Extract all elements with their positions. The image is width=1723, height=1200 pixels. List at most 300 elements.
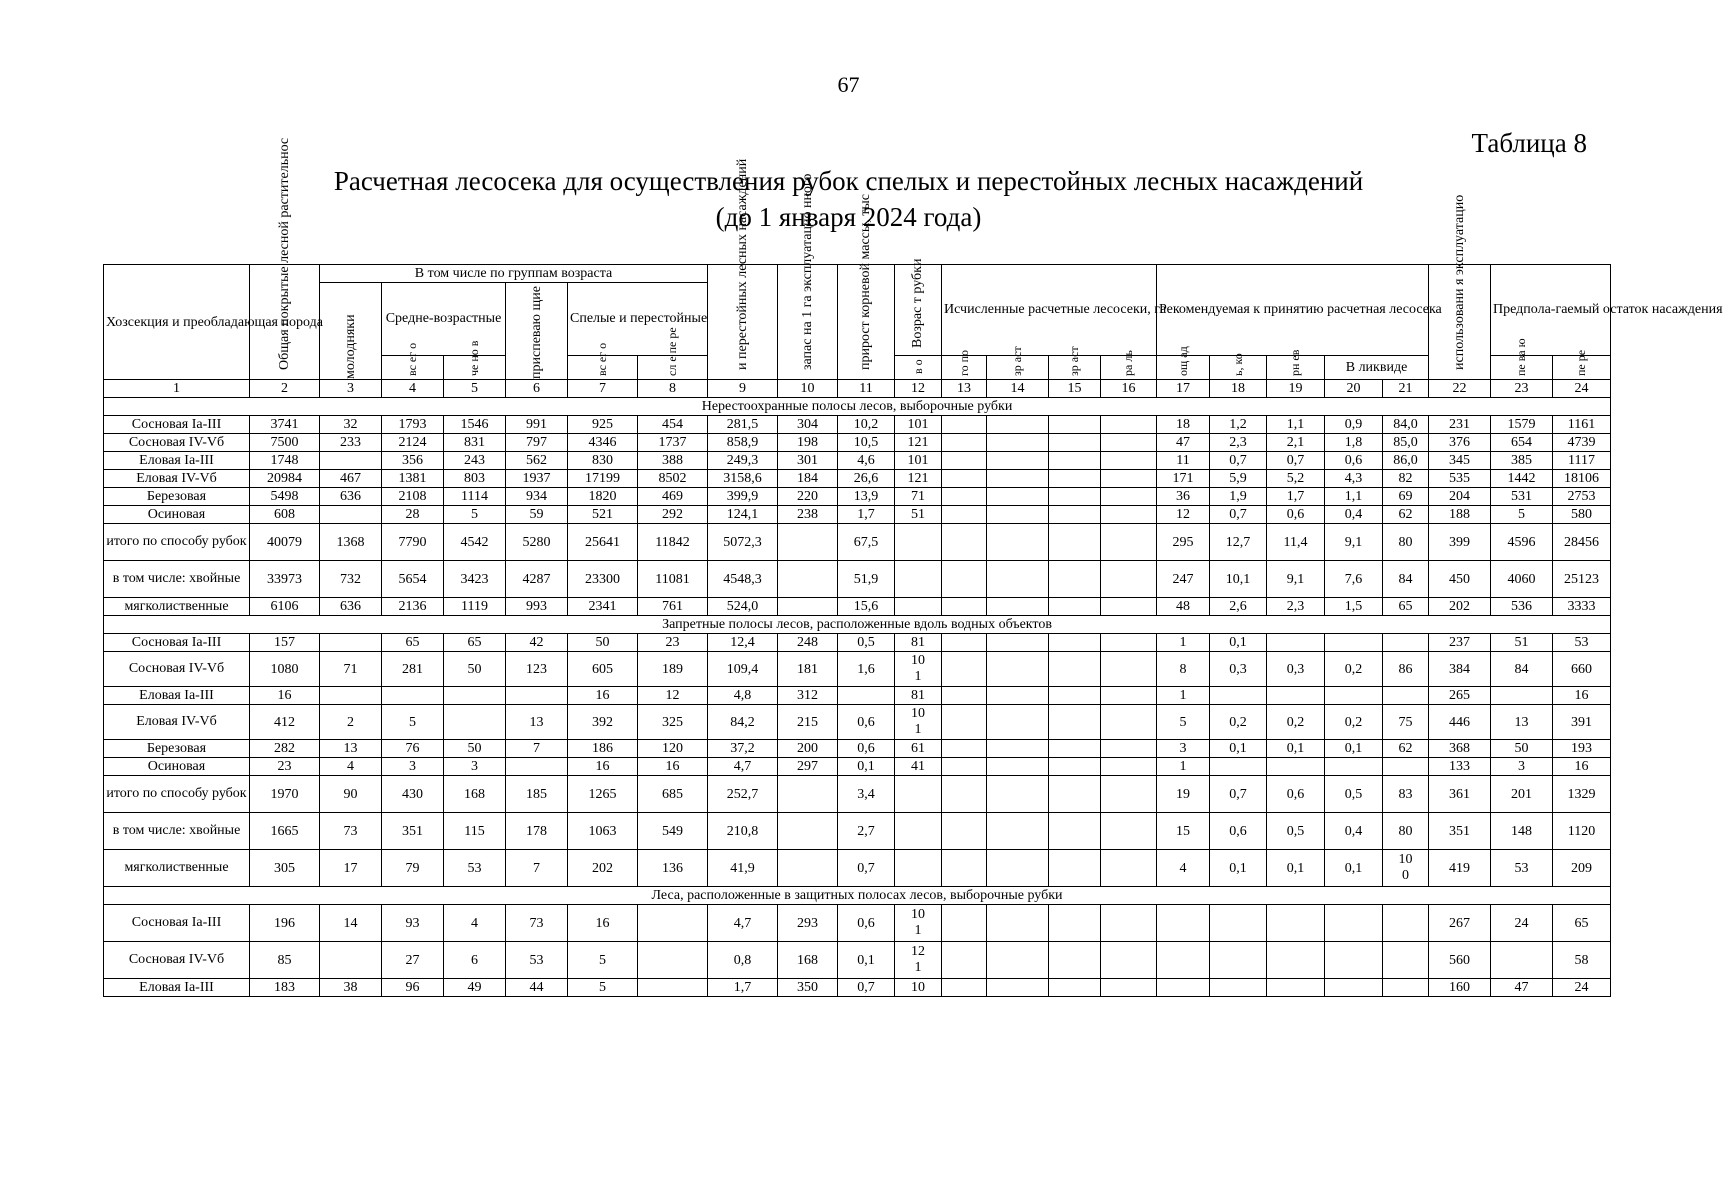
table-cell	[1101, 470, 1157, 488]
table-cell: 0,4	[1325, 506, 1383, 524]
table-cell: 9,1	[1267, 561, 1325, 598]
column-number: 13	[942, 380, 987, 398]
table-cell: 5072,3	[708, 524, 778, 561]
table-cell: 5,2	[1267, 470, 1325, 488]
table-cell: 84	[1491, 652, 1553, 687]
table-cell: 3	[444, 758, 506, 776]
table-cell: 5280	[506, 524, 568, 561]
table-cell: 220	[778, 488, 838, 506]
table-cell: 81	[895, 634, 942, 652]
table-cell	[444, 705, 506, 740]
column-number: 16	[1101, 380, 1157, 398]
table-cell	[987, 488, 1049, 506]
row-label: Сосновая IV-Vб	[104, 942, 250, 979]
table-cell: 50	[444, 652, 506, 687]
table-cell: 10 1	[895, 652, 942, 687]
table-cell: 831	[444, 434, 506, 452]
table-cell: 0,6	[838, 905, 895, 942]
table-cell: 11842	[638, 524, 708, 561]
header-sub-18: ь, ко	[1210, 355, 1267, 379]
table-cell: 93	[382, 905, 444, 942]
table-cell: 115	[444, 813, 506, 850]
table-row	[104, 942, 1611, 979]
row-label: итого по способу рубок	[104, 776, 250, 813]
table-cell	[1101, 506, 1157, 524]
table-cell: 202	[568, 850, 638, 887]
table-cell: 391	[1553, 705, 1611, 740]
table-cell: 53	[1491, 850, 1553, 887]
table-cell: 0,6	[838, 705, 895, 740]
table-cell: 1	[1157, 634, 1210, 652]
column-number: 20	[1325, 380, 1383, 398]
table-cell	[1267, 905, 1325, 942]
table-cell	[638, 942, 708, 979]
table-row	[104, 506, 1611, 524]
table-cell: 2753	[1553, 488, 1611, 506]
table-cell: 148	[1491, 813, 1553, 850]
table-cell: 24	[1553, 979, 1611, 997]
table-cell: 385	[1491, 452, 1553, 470]
table-cell	[1101, 488, 1157, 506]
table-cell: 521	[568, 506, 638, 524]
table-cell: 65	[382, 634, 444, 652]
table-cell: 803	[444, 470, 506, 488]
table-cell	[778, 598, 838, 616]
table-cell: 50	[1491, 740, 1553, 758]
table-cell: 293	[778, 905, 838, 942]
table-cell	[1383, 942, 1429, 979]
table-cell: 1,8	[1325, 434, 1383, 452]
column-number: 11	[838, 380, 895, 398]
table-cell: 2,1	[1267, 434, 1325, 452]
row-label: Осиновая	[104, 758, 250, 776]
table-cell: 301	[778, 452, 838, 470]
table-cell: 18106	[1553, 470, 1611, 488]
table-row	[104, 813, 1611, 850]
table-cell: 281	[382, 652, 444, 687]
table-cell: 5,9	[1210, 470, 1267, 488]
table-cell: 16	[250, 687, 320, 705]
table-cell	[1210, 687, 1267, 705]
table-cell	[1101, 652, 1157, 687]
table-cell: 188	[1429, 506, 1491, 524]
row-label: Еловая Iа-III	[104, 452, 250, 470]
table-cell: 38	[320, 979, 382, 997]
table-cell: 0,5	[838, 634, 895, 652]
table-cell: 12,7	[1210, 524, 1267, 561]
header-sub-4: вс ег о	[382, 355, 444, 379]
table-cell: 62	[1383, 506, 1429, 524]
table-cell: 0,6	[1210, 813, 1267, 850]
table-cell: 580	[1553, 506, 1611, 524]
table-cell: 2	[320, 705, 382, 740]
table-cell: 11	[1157, 452, 1210, 470]
table-cell: 991	[506, 416, 568, 434]
table-cell	[778, 813, 838, 850]
table-cell: 1737	[638, 434, 708, 452]
table-cell	[942, 598, 987, 616]
table-cell: 5654	[382, 561, 444, 598]
table-row	[104, 687, 1611, 705]
table-cell: 10 1	[895, 905, 942, 942]
table-cell: 430	[382, 776, 444, 813]
table-cell	[942, 470, 987, 488]
table-cell: 524,0	[708, 598, 778, 616]
table-cell: 101	[895, 452, 942, 470]
column-number: 8	[638, 380, 708, 398]
table-cell: 0,6	[1267, 506, 1325, 524]
table-cell	[942, 434, 987, 452]
table-row	[104, 705, 1611, 740]
table-cell: 124,1	[708, 506, 778, 524]
table-cell: 14	[320, 905, 382, 942]
table-cell: 11081	[638, 561, 708, 598]
table-cell	[942, 488, 987, 506]
table-cell: 84,0	[1383, 416, 1429, 434]
table-cell: 0,2	[1325, 705, 1383, 740]
table-cell: 1,7	[708, 979, 778, 997]
table-cell	[942, 634, 987, 652]
table-cell	[942, 905, 987, 942]
table-row	[104, 434, 1611, 452]
table-cell: 16	[568, 687, 638, 705]
table-cell	[1049, 598, 1101, 616]
table-cell: 0,7	[1267, 452, 1325, 470]
header-sub-7: вс ег о	[568, 355, 638, 379]
table-cell: 189	[638, 652, 708, 687]
table-cell: 351	[1429, 813, 1491, 850]
row-label: Сосновая IV-Vб	[104, 434, 250, 452]
table-cell: 0,2	[1325, 652, 1383, 687]
table-cell: 12,4	[708, 634, 778, 652]
table-cell	[1049, 434, 1101, 452]
table-cell: 209	[1553, 850, 1611, 887]
table-row	[104, 561, 1611, 598]
table-cell: 3333	[1553, 598, 1611, 616]
table-cell: 53	[506, 942, 568, 979]
section-title: Нерестоохранные полосы лесов, выборочные рубки	[104, 398, 1611, 416]
row-label: Еловая IV-Vб	[104, 705, 250, 740]
table-cell: 231	[1429, 416, 1491, 434]
table-cell: 305	[250, 850, 320, 887]
table-cell	[320, 687, 382, 705]
table-cell	[1383, 687, 1429, 705]
table-cell	[987, 905, 1049, 942]
table-cell: 247	[1157, 561, 1210, 598]
table-cell: 7	[506, 850, 568, 887]
table-cell: 233	[320, 434, 382, 452]
table-cell: 17	[320, 850, 382, 887]
table-cell: 27	[382, 942, 444, 979]
table-cell: 0,3	[1210, 652, 1267, 687]
table-cell: 1,1	[1267, 416, 1325, 434]
table-cell: 168	[778, 942, 838, 979]
column-number: 15	[1049, 380, 1101, 398]
table-cell	[1101, 776, 1157, 813]
column-number: 21	[1383, 380, 1429, 398]
title-line-2: (до 1 января 2024 года)	[715, 202, 982, 232]
table-cell: 368	[1429, 740, 1491, 758]
table-cell: 90	[320, 776, 382, 813]
header-sub-14: зр аст	[987, 355, 1049, 379]
table-row	[104, 598, 1611, 616]
table-cell	[1101, 705, 1157, 740]
table-cell: 84	[1383, 561, 1429, 598]
row-label: итого по способу рубок	[104, 524, 250, 561]
table-cell	[1049, 634, 1101, 652]
table-cell: 121	[895, 434, 942, 452]
table-cell: 7500	[250, 434, 320, 452]
table-cell: 243	[444, 452, 506, 470]
table-cell	[1101, 979, 1157, 997]
table-body	[104, 380, 1611, 997]
table-cell: 0,1	[1210, 740, 1267, 758]
row-label: мягколиственные	[104, 850, 250, 887]
row-label: Сосновая Iа-III	[104, 416, 250, 434]
table-cell: 562	[506, 452, 568, 470]
table-cell	[942, 687, 987, 705]
table-cell	[1325, 979, 1383, 997]
table-cell: 304	[778, 416, 838, 434]
table-cell: 467	[320, 470, 382, 488]
table-cell: 1442	[1491, 470, 1553, 488]
table-cell: 0,1	[838, 942, 895, 979]
table-cell: 636	[320, 488, 382, 506]
table-cell: 2,6	[1210, 598, 1267, 616]
table-cell	[320, 634, 382, 652]
table-cell: 384	[1429, 652, 1491, 687]
table-cell	[1049, 506, 1101, 524]
table-cell: 13	[320, 740, 382, 758]
table-cell: 65	[444, 634, 506, 652]
table-row	[104, 905, 1611, 942]
table-cell: 15	[1157, 813, 1210, 850]
table-cell: 5	[444, 506, 506, 524]
table-cell: 295	[1157, 524, 1210, 561]
table-cell	[1101, 524, 1157, 561]
table-cell	[1049, 524, 1101, 561]
table-cell: 215	[778, 705, 838, 740]
table-cell: 1381	[382, 470, 444, 488]
row-label: мягколиственные	[104, 598, 250, 616]
table-cell: 13,9	[838, 488, 895, 506]
table-cell: 86	[1383, 652, 1429, 687]
table-cell: 58	[1553, 942, 1611, 979]
table-cell: 69	[1383, 488, 1429, 506]
table-cell: 85,0	[1383, 434, 1429, 452]
table-cell: 8502	[638, 470, 708, 488]
row-label: Сосновая IV-Vб	[104, 652, 250, 687]
table-cell	[942, 776, 987, 813]
table-cell: 4346	[568, 434, 638, 452]
table-cell	[1101, 634, 1157, 652]
table-cell: 536	[1491, 598, 1553, 616]
header-stock-per-ha: запас на 1 га эксплуатацио нного	[778, 265, 838, 380]
table-cell: 12	[1157, 506, 1210, 524]
table-row	[104, 524, 1611, 561]
table-cell: 23	[638, 634, 708, 652]
table-row	[104, 634, 1611, 652]
table-cell	[638, 979, 708, 997]
table-cell: 399,9	[708, 488, 778, 506]
row-label: Осиновая	[104, 506, 250, 524]
table-cell: 4596	[1491, 524, 1553, 561]
table-cell: 13	[506, 705, 568, 740]
table-cell: 5	[382, 705, 444, 740]
table-cell: 450	[1429, 561, 1491, 598]
table-cell	[506, 758, 568, 776]
table-cell: 761	[638, 598, 708, 616]
header-middle-age: Средне-возрастные	[382, 283, 506, 356]
table-cell: 1937	[506, 470, 568, 488]
table-cell	[1101, 561, 1157, 598]
table-cell: 23	[250, 758, 320, 776]
table-row	[104, 452, 1611, 470]
header-sub-15: зр аст	[1049, 355, 1101, 379]
table-cell: 1,7	[838, 506, 895, 524]
table-cell: 186	[568, 740, 638, 758]
table-cell: 0,7	[1210, 506, 1267, 524]
table-cell: 392	[568, 705, 638, 740]
table-cell: 10 1	[895, 705, 942, 740]
table-cell: 446	[1429, 705, 1491, 740]
table-cell: 25641	[568, 524, 638, 561]
table-cell: 10 0	[1383, 850, 1429, 887]
table-cell: 40079	[250, 524, 320, 561]
table-cell: 65	[1383, 598, 1429, 616]
table-cell: 5498	[250, 488, 320, 506]
table-cell: 249,3	[708, 452, 778, 470]
table-label: Таблица 8	[1471, 128, 1587, 158]
table-cell: 73	[506, 905, 568, 942]
table-cell: 4287	[506, 561, 568, 598]
table-cell	[987, 776, 1049, 813]
table-cell: 0,6	[838, 740, 895, 758]
table-cell	[942, 561, 987, 598]
table-cell: 109,4	[708, 652, 778, 687]
row-label: Сосновая Iа-III	[104, 634, 250, 652]
table-cell	[1049, 488, 1101, 506]
table-cell: 3	[1157, 740, 1210, 758]
table-row	[104, 979, 1611, 997]
header-use-percent: использовани я эксплуатацио	[1429, 265, 1491, 380]
header-cutting-age: Возрас т рубки	[895, 265, 942, 356]
table-cell: 248	[778, 634, 838, 652]
table-cell: 4,7	[708, 758, 778, 776]
table-cell	[1049, 942, 1101, 979]
table-cell: 10,2	[838, 416, 895, 434]
table-cell: 608	[250, 506, 320, 524]
table-cell	[1383, 905, 1429, 942]
table-cell	[1267, 942, 1325, 979]
table-cell: 65	[1553, 905, 1611, 942]
table-cell: 4,6	[838, 452, 895, 470]
table-cell: 1114	[444, 488, 506, 506]
table-cell	[987, 942, 1049, 979]
table-cell: 5	[1157, 705, 1210, 740]
table-cell	[320, 506, 382, 524]
table-cell	[987, 561, 1049, 598]
table-cell: 83	[1383, 776, 1429, 813]
table-cell: 1970	[250, 776, 320, 813]
table-cell	[1101, 850, 1157, 887]
table-cell: 37,2	[708, 740, 778, 758]
table-cell: 3	[1491, 758, 1553, 776]
table-cell	[1101, 687, 1157, 705]
table-cell: 265	[1429, 687, 1491, 705]
table-cell	[987, 813, 1049, 850]
table-cell: 86,0	[1383, 452, 1429, 470]
table-cell: 351	[382, 813, 444, 850]
table-cell	[1267, 634, 1325, 652]
table-cell	[987, 705, 1049, 740]
column-number-row	[104, 380, 1611, 398]
table-cell: 605	[568, 652, 638, 687]
table-cell	[1210, 979, 1267, 997]
table-cell: 1329	[1553, 776, 1611, 813]
table-cell: 47	[1157, 434, 1210, 452]
table-cell: 0,3	[1267, 652, 1325, 687]
table-cell	[1267, 758, 1325, 776]
table-cell	[942, 813, 987, 850]
table-row	[104, 652, 1611, 687]
row-label: Еловая Iа-III	[104, 687, 250, 705]
table-cell: 4739	[1553, 434, 1611, 452]
table-cell: 51,9	[838, 561, 895, 598]
table-cell: 0,5	[1267, 813, 1325, 850]
table-cell: 0,4	[1325, 813, 1383, 850]
table-cell: 15,6	[838, 598, 895, 616]
table-cell	[1383, 758, 1429, 776]
header-total-area: Общая покрытые лесной растительнос	[250, 265, 320, 380]
row-label: в том числе: хвойные	[104, 813, 250, 850]
header-sub-13: го по	[942, 355, 987, 379]
table-cell: 0,7	[1210, 452, 1267, 470]
table-cell	[1049, 416, 1101, 434]
table-cell: 1,2	[1210, 416, 1267, 434]
table-cell: 96	[382, 979, 444, 997]
table-cell: 19	[1157, 776, 1210, 813]
column-number: 4	[382, 380, 444, 398]
table-cell: 412	[250, 705, 320, 740]
table-cell: 267	[1429, 905, 1491, 942]
column-number: 17	[1157, 380, 1210, 398]
table-cell: 18	[1157, 416, 1210, 434]
table-cell: 80	[1383, 524, 1429, 561]
table-cell	[987, 434, 1049, 452]
table-cell: 0,1	[1325, 850, 1383, 887]
table-cell: 0,1	[1325, 740, 1383, 758]
table-cell: 53	[444, 850, 506, 887]
table-cell: 0,1	[1210, 850, 1267, 887]
table-cell	[1325, 905, 1383, 942]
column-number: 6	[506, 380, 568, 398]
table-cell: 2,3	[1267, 598, 1325, 616]
table-cell: 1117	[1553, 452, 1611, 470]
table-cell: 28456	[1553, 524, 1611, 561]
table-cell: 20984	[250, 470, 320, 488]
table-cell	[320, 942, 382, 979]
column-number: 2	[250, 380, 320, 398]
table-cell: 41	[895, 758, 942, 776]
table-cell: 1820	[568, 488, 638, 506]
table-cell: 12 1	[895, 942, 942, 979]
table-cell: 4,8	[708, 687, 778, 705]
table-cell: 136	[638, 850, 708, 887]
table-cell: 11,4	[1267, 524, 1325, 561]
table-cell	[987, 416, 1049, 434]
table-cell: 0,1	[1267, 740, 1325, 758]
